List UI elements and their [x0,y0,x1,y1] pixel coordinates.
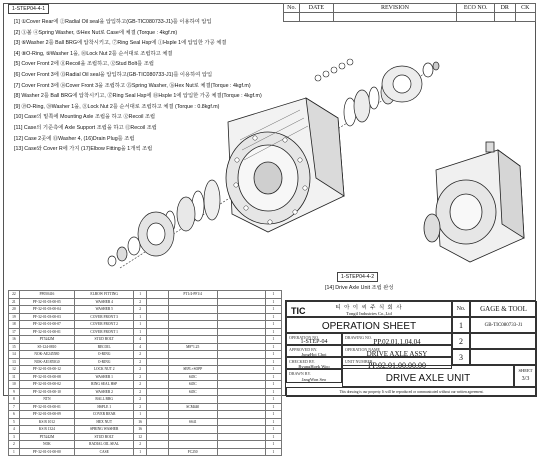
parts-row [9,291,282,299]
parts-row [9,441,282,449]
parts-cell: 1 [265,351,281,359]
parts-cell: PF-32-01-03-00-09 [19,411,74,419]
parts-cell: RECOIL [75,343,134,351]
parts-cell: WASHER 4 [75,298,134,306]
parts-cell: 4 [9,426,20,434]
parts-row [9,366,282,374]
parts-row [9,298,282,306]
parts-cell: PF-32-01-01-00-00 [19,448,74,456]
parts-cell [217,448,265,456]
parts-cell [146,433,168,441]
parts-cell: 1 [134,291,147,299]
parts-row [9,426,282,434]
parts-cell [146,426,168,434]
parts-row [9,373,282,381]
parts-cell [217,366,265,374]
checked-cell: CHECKED BY. ByungHoek Woo [286,357,342,369]
parts-cell: WASHER 1 [75,373,134,381]
parts-cell: O-RING [75,358,134,366]
parts-cell: NOK-AE1855G0 [19,358,74,366]
parts-cell: 2 [134,388,147,396]
parts-cell: WASHER 5 [75,306,134,314]
right-exploded-parts [344,62,439,126]
parts-cell [217,411,265,419]
parts-cell: PF050416 [19,291,74,299]
parts-cell: 1 [265,366,281,374]
parts-cell: 16 [134,426,147,434]
footer-cell [286,387,537,397]
parts-cell [168,426,217,434]
parts-cell: 16 [9,336,20,344]
parts-cell: 12 [9,366,20,374]
unit-name: DRIVE AXLE UNIT [385,373,471,384]
drawn-cell: DRAWN BY. JangWon Seo [286,369,342,383]
step-line: [10] Case의 밑쪽에 Mounting Axle 조립을 하고 ⑫Recoil 조립 [14,114,156,121]
parts-cell: 1 [265,358,281,366]
gage-tool-value: GB-TIC080733-J1 [484,323,523,328]
step-tag-right: 1-STEP04-4-2 [337,272,378,282]
parts-row [9,336,282,344]
parts-cell [217,291,265,299]
parts-cell [168,306,217,314]
parts-cell [217,298,265,306]
parts-cell: PF-32-01-03-00-02 [19,381,74,389]
parts-cell: STUD BOLT [75,336,134,344]
parts-cell [146,448,168,456]
parts-cell: 2 [134,306,147,314]
sheet-number: 3/3 [521,376,530,382]
step-line: [3] ⑥Washer 2를 Ball BRG에 압착시키고, ⑦Ring Seal Hsp에 ①Hsple 1에 압입한 가공 체결 [14,40,227,47]
parts-cell: NOK [19,441,74,449]
row-number: 1 [459,321,463,330]
parts-cell: 1 [265,403,281,411]
parts-cell: SCM440 [168,403,217,411]
finished-drive-axle-unit [424,142,524,262]
parts-cell [217,343,265,351]
main-housing [226,98,344,232]
parts-cell: 1 [134,313,147,321]
parts-cell: PF-32-01-03-00-08 [19,373,74,381]
parts-cell: 20 [9,306,20,314]
parts-cell: 1 [265,321,281,329]
parts-cell: KS B 1324 [19,426,74,434]
parts-cell: 12 [134,433,147,441]
parts-cell: BALL BRG [75,396,134,404]
parts-cell [146,381,168,389]
parts-cell: COVER REAR [75,411,134,419]
rev-header-revision: REVISION [333,4,457,13]
drawing-no-cell: DRAWING NO. PP.02.01.1.04.04 [342,333,452,345]
parts-cell: WASHER 2 [75,388,134,396]
upper-small-parts [315,59,353,81]
parts-cell [146,441,168,449]
parts-cell [146,418,168,426]
parts-cell: 1 [265,291,281,299]
operation-name: DRIVE AXLE ASSY [366,350,428,357]
parts-cell: LOCK NUT 2 [75,366,134,374]
parts-cell [168,336,217,344]
step-line: [7] Cover Front 3에 ⑭Cover Front 3을 조립하고 ⑮Spring Washer, ⑯Hex Nut로 체결(Torque : 4kgf.m) [14,82,251,89]
parts-cell [168,433,217,441]
parts-cell: PF-32-01-03-00-04 [19,306,74,314]
parts-cell [217,306,265,314]
parts-cell [146,336,168,344]
parts-cell: PT5242M [19,336,74,344]
parts-cell: 1 [265,328,281,336]
parts-cell: 1 [265,448,281,456]
parts-cell: FC250 [168,448,217,456]
parts-cell [146,358,168,366]
parts-cell: COVER FRONT 1 [75,328,134,336]
parts-cell [217,396,265,404]
parts-cell: 1 [134,448,147,456]
parts-cell: 1 [265,298,281,306]
parts-cell: 8 [9,396,20,404]
parts-cell: 16 [134,418,147,426]
parts-cell: 1 [265,441,281,449]
parts-row [9,433,282,441]
parts-cell: 2 [134,358,147,366]
parts-cell: 1 [265,426,281,434]
parts-row [9,358,282,366]
parts-cell [168,396,217,404]
parts-cell: STUD BOLT [75,433,134,441]
parts-cell: 1 [265,381,281,389]
parts-cell: RING SEAL HSP [75,381,134,389]
parts-cell: 1 [265,306,281,314]
parts-list-table [8,290,282,456]
parts-cell: 1 [265,336,281,344]
title-block [285,300,536,396]
parts-cell [146,313,168,321]
parts-cell: SEPL+SOPP [168,366,217,374]
row-number: 3 [459,353,463,362]
parts-cell: 10 [9,381,20,389]
step-line: [6] Cover Front 3에 ⑬Radial Oil seal을 압입하고(GB-TIC080733-J1)를 이용하여 압입 [14,71,213,78]
step-line: [5] Cover Front 2에 ⑪Recoil을 조립하고, ⑫Stud Bolt를 조립 [14,61,154,68]
parts-cell [217,321,265,329]
parts-cell [217,336,265,344]
rev-header-dr: DR [495,4,515,13]
parts-cell [146,366,168,374]
parts-cell [168,358,217,366]
parts-cell: PF-32-01-03-00-01 [19,403,74,411]
company-english-name: Tongil Industries Co.,Ltd [346,311,392,316]
parts-cell [168,298,217,306]
sheet-cell [514,365,537,387]
parts-cell: 1 [265,411,281,419]
parts-cell [146,343,168,351]
parts-row [9,321,282,329]
left-exploded-parts [108,180,220,266]
parts-cell: 2 [134,403,147,411]
parts-cell: 1 [134,411,147,419]
parts-cell: PF-32-01-03-00-03 [19,313,74,321]
footer-note: This drawing is our property. It will be reproduced or communicated without our written agreement. [339,390,484,394]
drawing-number: PP.02.01.1.04.04 [373,338,421,345]
parts-cell [146,373,168,381]
parts-cell [146,298,168,306]
parts-cell [168,441,217,449]
parts-cell: 4 [134,343,147,351]
parts-row [9,343,282,351]
company-korean-name: 티 아 이 씨 주 식 회 사 [335,305,403,311]
drawn-by: JangWon Seo [301,377,327,382]
parts-cell: 17 [9,328,20,336]
approved-cell: APPROVED BY. JungHoi Choi [286,345,342,357]
parts-row [9,313,282,321]
parts-cell [217,373,265,381]
parts-cell: 1 [134,328,147,336]
parts-cell: COVER FRONT 2 [75,321,134,329]
parts-cell: NTN [19,396,74,404]
parts-cell: ELBOW FITTING [75,291,134,299]
parts-cell: HEX NUT [75,418,134,426]
parts-cell: 2 [134,381,147,389]
company-logo: TIC [291,306,306,316]
parts-cell: 1 [265,373,281,381]
parts-cell: 1 [134,321,147,329]
parts-cell: 5 [9,418,20,426]
parts-cell [146,411,168,419]
parts-cell [146,403,168,411]
sheet-title-cell [286,317,452,333]
parts-row [9,381,282,389]
parts-row [9,403,282,411]
step-line: [12] Case 2곳에 ⑬Washer 4, (16)Drain Plug를 조립 [14,135,135,142]
parts-row [9,306,282,314]
parts-cell: 2 [134,298,147,306]
parts-cell: 6 [9,411,20,419]
no-header: No. [456,306,466,312]
rev-header-ck: CK [515,4,536,13]
parts-cell: 2 [134,366,147,374]
parts-cell: PF-32-01-03-00-10 [19,388,74,396]
step-tag-top: 1-STEP04-4-1 [8,4,49,14]
parts-cell: PT5242M [19,433,74,441]
parts-cell: S5-124-0810 [19,343,74,351]
parts-cell: 2 [134,396,147,404]
approved-by: JungHoi Choi [301,352,327,357]
parts-cell: 2 [134,351,147,359]
parts-cell: 2 [9,441,20,449]
parts-cell: S45C [168,388,217,396]
parts-cell: PF-32-01-03-00-05 [19,298,74,306]
step-line: [4] ⑧O-Ring, ⑨Washer 1을, ⑩Lock Nut 2를 순서대로 조립하고 체결 [14,50,173,57]
completion-caption: [14] Drive Axle Unit 조립 완성 [325,285,394,291]
parts-cell: 19 [9,313,20,321]
parts-cell [217,381,265,389]
step-line: [11] Case의 기준측에 Axle Support 조립을 하고 ⑫Recoil 조립 [14,124,157,131]
no-header-cell [452,301,470,317]
parts-cell: PF-32-01-03-00-12 [19,366,74,374]
parts-cell: NOK-AE2455E0 [19,351,74,359]
parts-cell: 1 [265,433,281,441]
parts-row [9,388,282,396]
parts-cell: 7 [9,403,20,411]
step-line: [13] Case와 Cover R에 가지 (17)Elbow Fitting을 1개씩 조립 [14,146,153,153]
parts-row [9,448,282,456]
parts-cell: 4 [134,336,147,344]
parts-cell: SS41 [168,418,217,426]
parts-cell [146,321,168,329]
parts-cell [168,328,217,336]
parts-cell: HSPLE 1 [75,403,134,411]
parts-row [9,351,282,359]
parts-cell: PF-32-01-01-00-07 [19,321,74,329]
parts-cell [146,351,168,359]
parts-cell: 1 [265,313,281,321]
parts-cell [217,433,265,441]
parts-cell [168,313,217,321]
parts-cell: RADIAL OIL SEAL [75,441,134,449]
parts-row [9,328,282,336]
parts-cell: M8*1.25 [168,343,217,351]
parts-cell: 13 [9,358,20,366]
parts-cell [168,351,217,359]
op-no-cell: OPERATION NO. 1-STEP-04 [286,333,342,345]
parts-cell: PF-32-01-01-00-01 [19,328,74,336]
rev-header-no: No. [284,4,300,13]
checked-by: ByungHoek Woo [298,364,330,369]
parts-cell: 2 [134,441,147,449]
parts-cell: 2 [134,373,147,381]
parts-cell: 22 [9,291,20,299]
step-line: [2] ③볼 ④Spring Washer, ⑤Hex Nut로 Case에 체결 (Torque : 4kgf.m) [14,29,178,36]
parts-cell: 3 [9,433,20,441]
parts-cell: CASE [75,448,134,456]
parts-row [9,411,282,419]
parts-cell: 1 [9,448,20,456]
parts-cell [217,313,265,321]
parts-cell: 1 [265,418,281,426]
parts-cell: S45C [168,373,217,381]
operation-number: 1-STEP-04 [300,339,328,345]
parts-row [9,396,282,404]
parts-cell [217,328,265,336]
parts-cell [146,396,168,404]
step-line: [1] ①Cover Rear에 ②Radial Oil seal을 압입하고(GB-TIC080733-J1)를 이용하여 압입 [14,19,212,25]
parts-cell [168,411,217,419]
rev-header-eco: ECO NO. [457,4,495,13]
parts-cell [146,328,168,336]
unit-name-cell [342,365,514,387]
parts-cell: PT1/4-PF1/4 [168,291,217,299]
parts-cell: 14 [9,351,20,359]
parts-row [9,418,282,426]
parts-cell [146,291,168,299]
gage-header-cell [470,301,537,317]
sheet-title: OPERATION SHEET [321,321,417,332]
unit-number-cell: UNIT NUMBER PP.02.01.00.00.00 [342,357,452,369]
row-number: 2 [459,337,463,346]
company-cell [286,301,452,317]
unit-number: PP.02.01.00.00.00 [367,361,426,369]
parts-cell [146,388,168,396]
parts-cell [217,403,265,411]
parts-cell: SPRING WASHER [75,426,134,434]
parts-cell [217,441,265,449]
parts-cell [146,306,168,314]
rev-header-date: DATE [300,4,333,13]
parts-cell: O-RING [75,351,134,359]
parts-cell [217,418,265,426]
parts-cell: 21 [9,298,20,306]
operation-name-cell: OPERATION NAME DRIVE AXLE ASSY [342,345,452,357]
parts-cell: COVER FRONT 3 [75,313,134,321]
parts-cell [217,351,265,359]
sheet-label: SHEET [518,368,533,373]
parts-cell: 15 [9,343,20,351]
step-line: [8] Washer 2를 Ball BRG에 압착시키고, ⑰Ring Seal Hsp에 ⑱Hsple 1에 압입한 가공 체결(Torque : 4kgf.m) [14,93,262,100]
step-line: [9] ⑲O-Ring, ⑳Washer 1을, ㉑Lock Nut 2를 순서대로 조립하고 체결 (Torque : 0.8kgf.m) [14,103,220,110]
parts-cell: S45C [168,381,217,389]
parts-cell [217,426,265,434]
parts-cell: 18 [9,321,20,329]
gage-header: GAGE & TOOL [480,305,527,313]
parts-cell: 1 [265,388,281,396]
parts-cell [217,388,265,396]
parts-cell: 11 [9,373,20,381]
parts-cell [168,321,217,329]
parts-cell [217,358,265,366]
parts-cell: 1 [265,396,281,404]
parts-cell: 9 [9,388,20,396]
parts-cell: KS B 1012 [19,418,74,426]
parts-cell: 1 [265,343,281,351]
